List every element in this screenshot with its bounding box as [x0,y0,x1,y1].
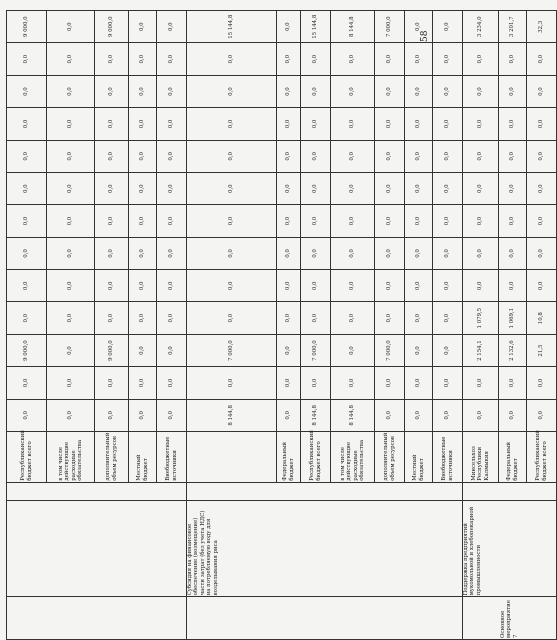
value-cell: 0,0 [301,270,331,302]
value-cell: 0,0 [157,399,187,431]
value-cell: 0,0 [47,270,95,302]
value-cell: 0,0 [129,334,157,366]
value-cell: 32,3 [527,11,557,43]
value-cell: 0,0 [47,205,95,237]
value-cell: 9 000,0 [7,11,47,43]
value-cell: 0,0 [47,367,95,399]
value-cell: 0,0 [47,172,95,204]
value-cell: 0,0 [7,140,47,172]
value-cell: 0,0 [527,140,557,172]
value-cell: 0,0 [157,334,187,366]
value-cell: 0,0 [157,108,187,140]
value-cell: 1 079,5 [463,302,499,334]
value-cell: 0,0 [157,11,187,43]
value-cell: 0,0 [375,367,405,399]
value-cell: 0,0 [187,205,277,237]
table-row [463,11,499,640]
activity-name-cell: Основное мероприятие 7 [463,597,557,640]
value-cell: 0,0 [301,172,331,204]
value-cell: 0,0 [433,367,463,399]
activity-description-cell: Поддержка предприятий мукомольной и хлебопекарной промышленности [463,500,557,596]
value-cell: 0,0 [499,43,527,75]
value-cell: 0,0 [95,302,129,334]
value-cell: 0,0 [129,237,157,269]
value-cell: 0,0 [277,75,301,107]
value-cell: 0,0 [157,205,187,237]
value-cell: 0,0 [405,11,433,43]
value-cell: 0,0 [187,270,277,302]
value-cell: 0,0 [187,140,277,172]
activity-name-cell [7,597,187,640]
value-cell: 0,0 [7,270,47,302]
value-cell: 9 000,0 [7,334,47,366]
funding-source-cell: Федеральный бюджет [499,431,527,482]
value-cell: 0,0 [463,205,499,237]
value-cell: 8 144,8 [301,399,331,431]
activity-name-cell [187,597,463,640]
funding-source-cell: в том числе действующие расходные обязательства [47,431,95,482]
value-cell: 0,0 [187,367,277,399]
value-cell: 0,0 [375,108,405,140]
value-cell: 0,0 [499,270,527,302]
value-cell: 0,0 [331,367,375,399]
value-cell: 0,0 [433,172,463,204]
funding-source-cell [187,431,277,482]
value-cell: 0,0 [95,140,129,172]
value-cell: 0,0 [47,399,95,431]
value-cell: 0,0 [301,237,331,269]
value-cell: 0,0 [47,43,95,75]
value-cell: 0,0 [405,75,433,107]
value-cell: 0,0 [527,75,557,107]
activity-description-cell [7,500,187,596]
value-cell: 0,0 [95,399,129,431]
value-cell: 0,0 [527,399,557,431]
value-cell: 0,0 [301,205,331,237]
value-cell: 0,0 [433,205,463,237]
value-cell: 0,0 [527,237,557,269]
activity-description-cell: Субсидия на финансовое обеспечение (возмещение) части затрат (без учета НДС) на потребляемую воду для возделывания риса [187,500,463,596]
value-cell: 0,0 [331,140,375,172]
value-cell: 0,0 [375,302,405,334]
value-cell: 15 144,8 [301,11,331,43]
value-cell: 0,0 [47,334,95,366]
value-cell: 0,0 [7,302,47,334]
value-cell: 0,0 [157,270,187,302]
funding-source-cell: дополнительный объем ресурсов [95,431,129,482]
value-cell: 0,0 [331,75,375,107]
value-cell: 0,0 [95,205,129,237]
value-cell: 0,0 [277,11,301,43]
funding-source-cell: Минсельхоз Республики Калмыкия [463,431,499,482]
value-cell: 0,0 [375,140,405,172]
value-cell: 0,0 [527,108,557,140]
value-cell: 0,0 [95,108,129,140]
value-cell: 0,0 [47,108,95,140]
value-cell: 0,0 [187,302,277,334]
value-cell: 0,0 [375,205,405,237]
value-cell: 7 000,0 [375,334,405,366]
value-cell: 0,0 [7,237,47,269]
value-cell: 0,0 [129,75,157,107]
value-cell: 9 000,0 [95,11,129,43]
value-cell: 0,0 [95,270,129,302]
value-cell: 0,0 [95,172,129,204]
funding-source-cell: Республиканский бюджет всего [301,431,331,482]
value-cell: 0,0 [375,270,405,302]
value-cell: 0,0 [499,140,527,172]
value-cell: 0,0 [499,367,527,399]
value-cell: 0,0 [375,399,405,431]
value-cell: 0,0 [433,399,463,431]
value-cell: 0,0 [129,11,157,43]
value-cell: 0,0 [527,270,557,302]
value-cell: 0,0 [187,43,277,75]
table-body [7,11,557,640]
value-cell: 0,0 [157,367,187,399]
blank-cell [463,482,557,500]
value-cell: 0,0 [7,399,47,431]
value-cell: 0,0 [375,75,405,107]
value-cell: 0,0 [277,367,301,399]
value-cell: 0,0 [47,140,95,172]
value-cell: 0,0 [277,108,301,140]
value-cell: 0,0 [331,334,375,366]
value-cell: 2 154,1 [463,334,499,366]
value-cell: 0,0 [433,43,463,75]
value-cell: 0,0 [463,270,499,302]
value-cell: 0,0 [527,205,557,237]
value-cell: 0,0 [47,75,95,107]
value-cell: 0,0 [463,140,499,172]
funding-source-cell: Республиканский бюджет всего [527,431,557,482]
value-cell: 0,0 [405,302,433,334]
value-cell: 0,0 [7,172,47,204]
value-cell: 0,0 [301,302,331,334]
budget-table [6,10,557,640]
value-cell: 0,0 [301,108,331,140]
value-cell: 7 000,0 [187,334,277,366]
value-cell: 0,0 [463,43,499,75]
value-cell: 0,0 [527,43,557,75]
value-cell: 0,0 [331,237,375,269]
value-cell: 1 069,1 [499,302,527,334]
value-cell: 0,0 [7,43,47,75]
value-cell: 0,0 [463,367,499,399]
value-cell: 0,0 [129,140,157,172]
value-cell: 0,0 [95,367,129,399]
value-cell: 0,0 [301,75,331,107]
value-cell: 0,0 [277,237,301,269]
value-cell: 8 144,8 [331,11,375,43]
value-cell: 0,0 [433,140,463,172]
value-cell: 0,0 [157,140,187,172]
value-cell: 0,0 [301,140,331,172]
value-cell: 0,0 [405,270,433,302]
value-cell: 9 000,0 [95,334,129,366]
value-cell: 0,0 [405,140,433,172]
value-cell: 0,0 [433,108,463,140]
blank-cell [7,482,187,500]
value-cell: 0,0 [7,108,47,140]
value-cell: 8 144,8 [331,399,375,431]
value-cell: 21,5 [527,334,557,366]
value-cell: 0,0 [433,11,463,43]
value-cell: 0,0 [301,43,331,75]
funding-source-cell: Местный бюджет [405,431,433,482]
value-cell: 0,0 [157,237,187,269]
value-cell: 3 201,7 [499,11,527,43]
value-cell: 0,0 [157,75,187,107]
value-cell: 0,0 [129,302,157,334]
value-cell: 0,0 [433,302,463,334]
value-cell: 7 000,0 [375,11,405,43]
value-cell: 0,0 [375,237,405,269]
value-cell: 0,0 [375,172,405,204]
value-cell: 0,0 [463,237,499,269]
value-cell: 0,0 [527,367,557,399]
value-cell: 0,0 [157,172,187,204]
value-cell: 0,0 [405,367,433,399]
value-cell: 0,0 [405,108,433,140]
value-cell: 0,0 [499,75,527,107]
value-cell: 0,0 [463,399,499,431]
value-cell: 0,0 [277,270,301,302]
value-cell: 15 144,8 [187,11,277,43]
value-cell: 0,0 [129,108,157,140]
page-number: 58 [420,30,430,42]
value-cell: 0,0 [157,302,187,334]
table-row [187,11,277,640]
funding-source-cell: Местный бюджет [129,431,157,482]
value-cell: 0,0 [129,399,157,431]
value-cell: 0,0 [331,43,375,75]
value-cell: 0,0 [277,399,301,431]
funding-source-cell: дополнительный объем ресурсов [375,431,405,482]
value-cell: 0,0 [187,172,277,204]
funding-source-cell: Внебюджетные источники [157,431,187,482]
value-cell: 0,0 [527,172,557,204]
value-cell: 0,0 [433,237,463,269]
value-cell: 0,0 [47,302,95,334]
value-cell: 0,0 [95,237,129,269]
value-cell: 0,0 [277,140,301,172]
funding-source-cell: Внебюджетные источники [433,431,463,482]
value-cell: 0,0 [277,172,301,204]
value-cell: 0,0 [331,205,375,237]
value-cell: 0,0 [463,108,499,140]
value-cell: 0,0 [463,75,499,107]
value-cell: 0,0 [277,205,301,237]
value-cell: 0,0 [187,75,277,107]
value-cell: 0,0 [499,108,527,140]
value-cell: 0,0 [499,399,527,431]
value-cell: 0,0 [129,270,157,302]
value-cell: 0,0 [433,75,463,107]
value-cell: 0,0 [301,367,331,399]
value-cell: 0,0 [331,270,375,302]
value-cell: 0,0 [129,172,157,204]
value-cell: 0,0 [405,205,433,237]
value-cell: 0,0 [187,237,277,269]
value-cell: 0,0 [277,302,301,334]
value-cell: 0,0 [405,43,433,75]
value-cell: 0,0 [187,108,277,140]
table-row [7,11,47,640]
value-cell: 0,0 [277,334,301,366]
value-cell: 0,0 [375,43,405,75]
value-cell: 7 000,0 [301,334,331,366]
value-cell: 0,0 [499,172,527,204]
value-cell: 8 144,8 [187,399,277,431]
value-cell: 0,0 [129,43,157,75]
value-cell: 0,0 [277,43,301,75]
value-cell: 0,0 [7,205,47,237]
value-cell: 0,0 [95,75,129,107]
value-cell: 0,0 [157,43,187,75]
value-cell: 2 132,6 [499,334,527,366]
value-cell: 0,0 [463,172,499,204]
value-cell: 0,0 [433,270,463,302]
value-cell: 0,0 [405,237,433,269]
funding-source-cell: Федеральный бюджет [277,431,301,482]
value-cell: 0,0 [405,399,433,431]
value-cell: 0,0 [499,205,527,237]
value-cell: 0,0 [7,367,47,399]
value-cell: 0,0 [331,108,375,140]
value-cell: 3 234,0 [463,11,499,43]
value-cell: 0,0 [405,334,433,366]
value-cell: 0,0 [331,302,375,334]
value-cell: 0,0 [331,172,375,204]
value-cell: 0,0 [129,367,157,399]
value-cell: 0,0 [47,237,95,269]
value-cell: 0,0 [95,43,129,75]
value-cell: 0,0 [433,334,463,366]
funding-source-cell: Республиканский бюджет всего [7,431,47,482]
funding-source-cell: в том числе действующие расходные обязательства [331,431,375,482]
value-cell: 10,8 [527,302,557,334]
blank-cell [187,482,463,500]
value-cell: 0,0 [7,75,47,107]
value-cell: 0,0 [499,237,527,269]
value-cell: 0,0 [405,172,433,204]
value-cell: 0,0 [47,11,95,43]
value-cell: 0,0 [129,205,157,237]
